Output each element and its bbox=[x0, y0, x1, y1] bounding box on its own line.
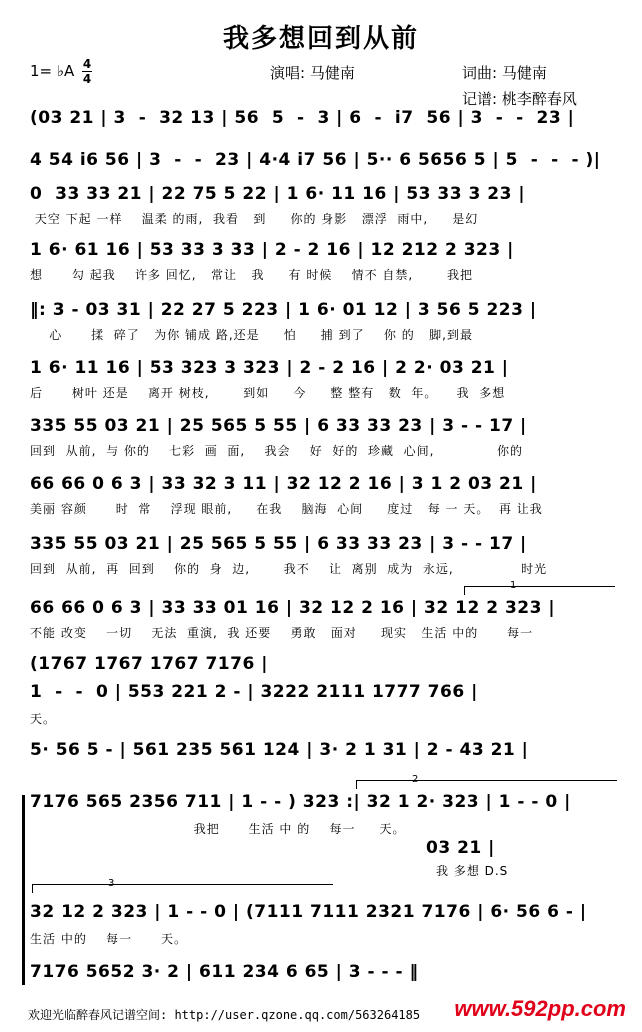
transcriber-credit: 记谱: 桃李醉春风 bbox=[462, 90, 577, 108]
singer-credit: 演唱: 马健南 bbox=[270, 64, 355, 82]
volta-label: 3 bbox=[108, 878, 115, 889]
notation-line: ‖: 3 - 03 31 | 22 27 5 223 | 1 6· 01 12 | 3 56 5 223 | bbox=[30, 300, 537, 320]
site-watermark: www.592pp.com bbox=[454, 996, 626, 1021]
volta-label: 2 bbox=[412, 774, 419, 785]
volta-bracket bbox=[356, 780, 617, 789]
time-signature-bottom: 4 bbox=[82, 72, 92, 86]
lyric-line: 后 树叶 还是 离开 树枝, 到如 今 整 整有 数 年。 我 多想 bbox=[30, 386, 506, 400]
lyric-line: 我 多想 D.S bbox=[436, 864, 509, 878]
notation-line: 03 21 | bbox=[426, 838, 495, 858]
notation-line: 7176 565 2356 711 | 1 - - ) 323 :| 32 1 2· 323 | 1 - - 0 | bbox=[30, 792, 571, 812]
notation-line: 0 33 33 21 | 22 75 5 22 | 1 6· 11 16 | 53 33 3 23 | bbox=[30, 184, 526, 204]
lyric-line: 回到 从前, 与 你的 七彩 画 面, 我会 好 好的 珍藏 心间, 你的 bbox=[30, 444, 524, 458]
notation-line: 4 54 i6 56 | 3 - - 23 | 4·4 i7 56 | 5·· 6 5656 5 | 5 - - - )| bbox=[30, 150, 601, 170]
lyric-line: 我把 生活 中 的 每一 天。 bbox=[30, 822, 406, 836]
notation-line: 5· 56 5 - | 561 235 561 124 | 3· 2 1 31 | 2 - 43 21 | bbox=[30, 740, 529, 760]
lyric-line: 美丽 容颜 时 常 浮现 眼前, 在我 脑海 心间 度过 每 一 天。 再 让我 bbox=[30, 502, 543, 516]
notation-line: 66 66 0 6 3 | 33 33 01 16 | 32 12 2 16 | 32 12 2 323 | bbox=[30, 598, 556, 618]
notation-line: 1 - - 0 | 553 221 2 - | 3222 2111 1777 766 | bbox=[30, 682, 478, 702]
notation-line: 335 55 03 21 | 25 565 5 55 | 6 33 33 23 | 3 - - 17 | bbox=[30, 416, 527, 436]
volta-bracket bbox=[464, 586, 615, 595]
notation-line: 7176 5652 3· 2 | 611 234 6 65 | 3 - - - ‖ bbox=[30, 962, 419, 982]
notation-line: 335 55 03 21 | 25 565 5 55 | 6 33 33 23 | 3 - - 17 | bbox=[30, 534, 527, 554]
notation-line: 1 6· 11 16 | 53 323 3 323 | 2 - 2 16 | 2 2· 03 21 | bbox=[30, 358, 509, 378]
time-signature-top: 4 bbox=[82, 57, 92, 71]
volta-bracket bbox=[32, 884, 333, 893]
system-bracket bbox=[22, 795, 28, 985]
notation-line: (1767 1767 1767 7176 | bbox=[30, 654, 268, 674]
key-signature: 1= ♭A bbox=[30, 62, 75, 80]
song-title: 我多想回到从前 bbox=[222, 24, 419, 54]
lyric-line: 生活 中的 每一 天。 bbox=[30, 932, 187, 946]
lyric-line: 想 勾 起我 许多 回忆, 常让 我 有 时候 情不 自禁, 我把 bbox=[30, 268, 473, 282]
notation-line: 66 66 0 6 3 | 33 32 3 11 | 32 12 2 16 | 3 1 2 03 21 | bbox=[30, 474, 537, 494]
lyric-line: 回到 从前, 再 回到 你的 身 边, 我不 让 离别 成为 永远, 时光 bbox=[30, 562, 548, 576]
lyric-line: 心 揉 碎了 为你 铺成 路,还是 怕 捕 到了 你 的 脚,到最 bbox=[30, 328, 473, 342]
volta-label: 1 bbox=[510, 580, 517, 591]
notation-line: 1 6· 61 16 | 53 33 3 33 | 2 - 2 16 | 12 212 2 323 | bbox=[30, 240, 514, 260]
lyric-line: 天。 bbox=[30, 712, 57, 726]
time-signature bbox=[82, 58, 92, 85]
notation-line: (03 21 | 3 - 32 13 | 56 5 - 3 | 6 - i7 56 | 3 - - 23 | bbox=[30, 108, 575, 128]
lyric-line: 不能 改变 一切 无法 重演, 我 还要 勇敢 面对 现实 生活 中的 每一 bbox=[30, 626, 534, 640]
notation-line: 32 12 2 323 | 1 - - 0 | (7111 7111 2321 7176 | 6· 56 6 - | bbox=[30, 902, 587, 922]
lyricist-credit: 词曲: 马健南 bbox=[462, 64, 547, 82]
lyric-line: 天空 下起 一样 温柔 的雨, 我看 到 你的 身影 漂浮 雨中, 是幻 bbox=[30, 212, 479, 226]
footer-credit: 欢迎光临醉春风记谱空间: http://user.qzone.qq.com/563264185 bbox=[28, 1008, 421, 1022]
